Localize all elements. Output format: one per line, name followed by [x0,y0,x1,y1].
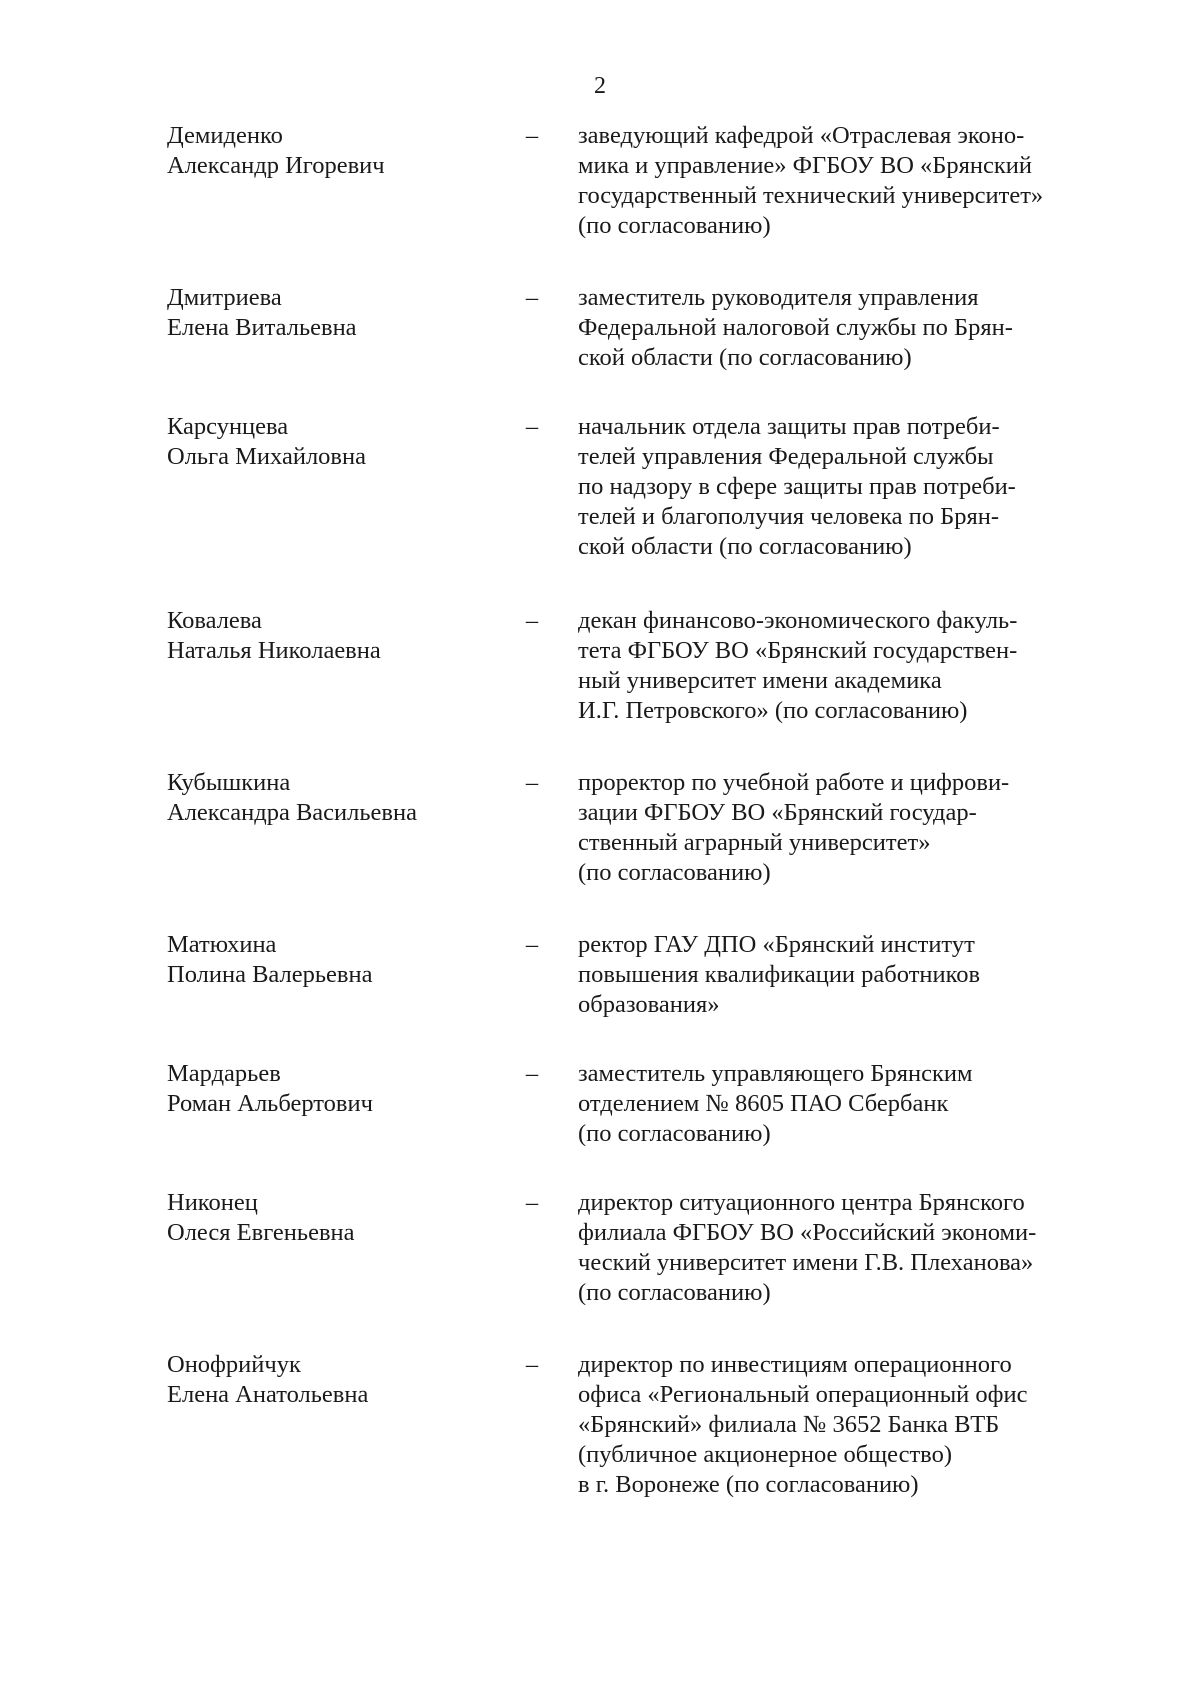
member-name [167,930,497,990]
member-given-names: Елена Анатольевна [167,1381,369,1408]
member-given-names: Олеся Евгеньевна [167,1219,355,1246]
position-line: (по согласованию) [578,859,771,886]
dash-separator: – [525,931,539,958]
member-surname: Карсунцева [167,413,289,440]
member-given-names: Роман Альбертович [167,1090,373,1117]
member-name [167,1188,497,1248]
position-line: зации ФГБОУ ВО «Брянский государ- [578,799,977,826]
dash-separator: – [525,122,539,149]
position-line: образования» [578,991,720,1018]
position-line: тета ФГБОУ ВО «Брянский государствен- [578,637,1018,664]
position-line: ской области (по согласованию) [578,344,912,371]
member-given-names: Александра Васильевна [167,799,417,826]
member-surname: Демиденко [167,122,283,149]
member-surname: Мардарьев [167,1060,281,1087]
position-line: заместитель управляющего Брянским [578,1060,973,1087]
page-number: 2 [594,73,606,99]
dash-separator: – [525,1060,539,1087]
member-position [578,412,1118,562]
dash-separator: – [525,284,539,311]
position-line: директор ситуационного центра Брянского [578,1189,1025,1216]
position-line: заместитель руководителя управления [578,284,979,311]
position-line: ской области (по согласованию) [578,533,912,560]
position-line: «Брянский» филиала № 3652 Банка ВТБ [578,1411,1000,1438]
position-line: И.Г. Петровского» (по согласованию) [578,697,968,724]
position-line: директор по инвестициям операционного [578,1351,1012,1378]
member-position [578,930,1118,1020]
position-line: ственный аграрный университет» [578,829,931,856]
position-line: начальник отдела защиты прав потреби- [578,413,1000,440]
member-position [578,1059,1118,1149]
position-line: повышения квалификации работников [578,961,981,988]
member-position [578,283,1118,373]
member-name [167,768,497,828]
member-position [578,768,1118,888]
position-line: (по согласованию) [578,212,771,239]
position-line: государственный технический университет» [578,182,1044,209]
member-given-names: Елена Витальевна [167,314,357,341]
position-line: мика и управление» ФГБОУ ВО «Брянский [578,152,1033,179]
position-line: Федеральной налоговой службы по Брян- [578,314,1013,341]
member-surname: Дмитриева [167,284,282,311]
member-given-names: Наталья Николаевна [167,637,381,664]
dash-separator: – [525,1351,539,1378]
member-name [167,1350,497,1410]
member-surname: Матюхина [167,931,277,958]
position-line: отделением № 8605 ПАО Сбербанк [578,1090,949,1117]
dash-separator: – [525,413,539,440]
member-name [167,283,497,343]
member-surname: Никонец [167,1189,258,1216]
member-name [167,606,497,666]
position-line: ческий университет имени Г.В. Плеханова» [578,1249,1034,1276]
member-position [578,1188,1118,1308]
member-position [578,121,1118,241]
position-line: проректор по учебной работе и цифрови- [578,769,1010,796]
position-line: филиала ФГБОУ ВО «Российский экономи- [578,1219,1037,1246]
position-line: по надзору в сфере защиты прав потреби- [578,473,1016,500]
member-name [167,1059,497,1119]
position-line: ректор ГАУ ДПО «Брянский институт [578,931,975,958]
position-line: декан финансово-экономического факуль- [578,607,1018,634]
member-name [167,412,497,472]
member-position [578,1350,1118,1500]
member-name [167,121,497,181]
dash-separator: – [525,769,539,796]
position-line: ный университет имени академика [578,667,942,694]
dash-separator: – [525,1189,539,1216]
position-line: (по согласованию) [578,1120,771,1147]
member-position [578,606,1118,726]
position-line: телей и благополучия человека по Брян- [578,503,999,530]
member-given-names: Полина Валерьевна [167,961,373,988]
position-line: в г. Воронеже (по согласованию) [578,1471,919,1498]
member-given-names: Александр Игоревич [167,152,385,179]
position-line: (публичное акционерное общество) [578,1441,952,1468]
member-given-names: Ольга Михайловна [167,443,366,470]
member-surname: Ковалева [167,607,262,634]
position-line: заведующий кафедрой «Отраслевая эконо- [578,122,1025,149]
member-surname: Онофрийчук [167,1351,301,1378]
dash-separator: – [525,607,539,634]
position-line: (по согласованию) [578,1279,771,1306]
member-surname: Кубышкина [167,769,291,796]
position-line: телей управления Федеральной службы [578,443,994,470]
position-line: офиса «Региональный операционный офис [578,1381,1028,1408]
